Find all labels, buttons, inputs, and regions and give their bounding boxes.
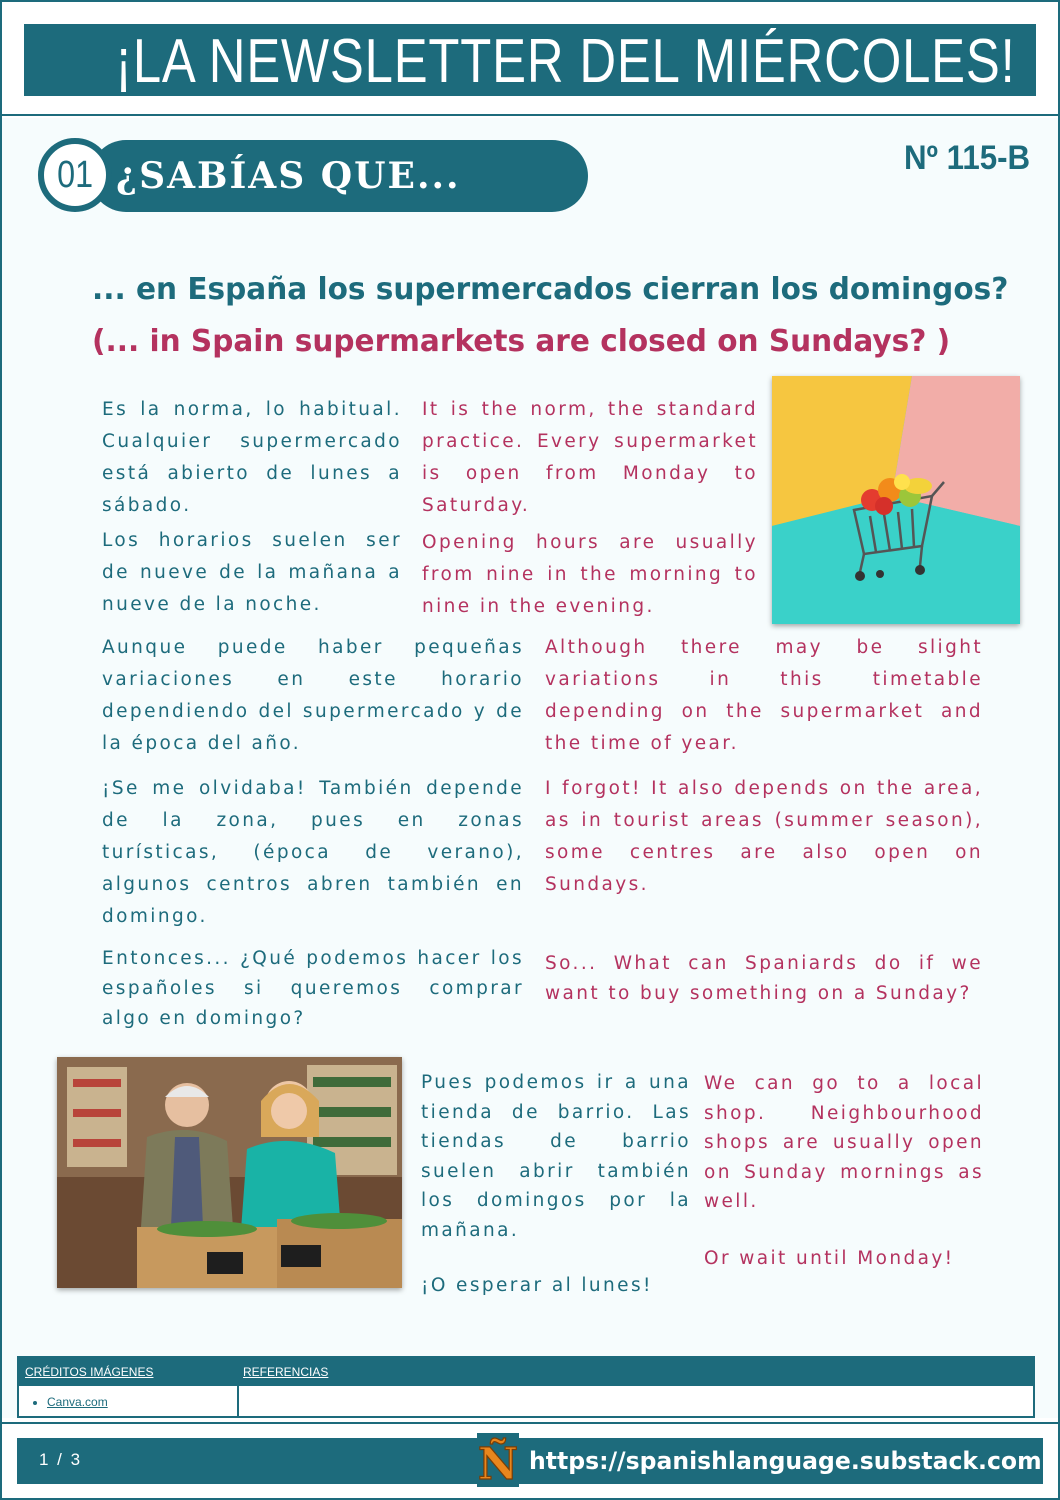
footer-divider xyxy=(2,1422,1058,1424)
masthead xyxy=(2,2,1058,116)
credits-table xyxy=(17,1356,1035,1418)
paragraph-5-es: Entonces... ¿Qué podemos hacer los españoles si queremos comprar algo en domingo? xyxy=(102,948,524,1029)
references-header[interactable]: REFERENCIAS xyxy=(243,1365,329,1379)
paragraph-6-en: We can go to a local shop. Neighbourhood shops are usually open on Sunday mornings as well. xyxy=(704,1073,984,1212)
logo-icon xyxy=(477,1433,519,1487)
credits-header-row xyxy=(19,1358,1033,1386)
local-shop-illustration xyxy=(57,1057,402,1288)
paragraph-1-en: It is the norm, the standard practice. Every supermarket is open from Monday to Saturday. xyxy=(422,399,758,516)
footer-bar xyxy=(17,1438,1043,1487)
paragraph-6-es: Pues podemos ir a una tienda de barrio. Las tiendas de barrio suelen abrir también los domingos por la mañana. xyxy=(421,1072,691,1241)
paragraph-4-es: ¡Se me olvidaba! También depende de la zona, pues en zonas turísticas, (época de verano), algunos centros abren también en domingo. xyxy=(102,778,524,927)
paragraph-3-es: Aunque puede haber pequeñas variaciones en este horario dependiendo del supermercado y de la época del año. xyxy=(102,637,524,754)
page-counter: 1 / 3 xyxy=(39,1450,83,1469)
paragraph-2-es: Los horarios suelen ser de nueve de la mañana a nueve de la noche. xyxy=(102,530,402,615)
issue-number: Nº 115-B xyxy=(903,139,1030,177)
paragraph-2-en: Opening hours are usually from nine in the morning to nine in the evening. xyxy=(422,532,758,617)
paragraph-7-en: Or wait until Monday! xyxy=(704,1248,955,1269)
shopping-cart-illustration xyxy=(772,376,1020,624)
paragraph-1-es: Es la norma, lo habitual. Cualquier supermercado está abierto de lunes a sábado. xyxy=(102,399,402,516)
section-number: 01 xyxy=(57,154,93,196)
paragraph-3-en: Although there may be slight variations in this timetable depending on the supermarket and the time of year. xyxy=(545,637,983,754)
section-number-badge xyxy=(38,138,112,212)
local-shop-photo xyxy=(57,1057,402,1288)
bullet-icon xyxy=(33,1401,37,1405)
image-credit-link[interactable]: Canva.com xyxy=(47,1395,108,1409)
shopping-cart-photo xyxy=(772,376,1020,624)
paragraph-5-en: So... What can Spaniards do if we want to buy something on a Sunday? xyxy=(545,953,983,1004)
masthead-bar xyxy=(24,24,1036,96)
headline-english: (... in Spain supermarkets are closed on Sundays? ) xyxy=(92,324,951,359)
substack-url-link[interactable]: https://spanishlanguage.substack.com xyxy=(529,1447,1042,1475)
section-title: ¿SABÍAS QUE... xyxy=(116,155,461,197)
paragraph-4-en: I forgot! It also depends on the area, as in tourist areas (summer season), some centres are also open on Sundays. xyxy=(545,778,983,895)
section-header xyxy=(90,140,588,212)
image-credit-item[interactable] xyxy=(33,1395,108,1409)
newsletter-title: ¡LA NEWSLETTER DEL MIÉRCOLES! xyxy=(115,27,1016,96)
credits-column-divider xyxy=(237,1358,239,1418)
image-credits-header[interactable]: CRÉDITOS IMÁGENES xyxy=(25,1365,154,1379)
paragraph-7-es: ¡O esperar al lunes! xyxy=(421,1275,653,1296)
svg-text:Ñ: Ñ xyxy=(477,1439,519,1487)
headline-spanish: ... en España los supermercados cierran los domingos? xyxy=(92,272,1009,307)
